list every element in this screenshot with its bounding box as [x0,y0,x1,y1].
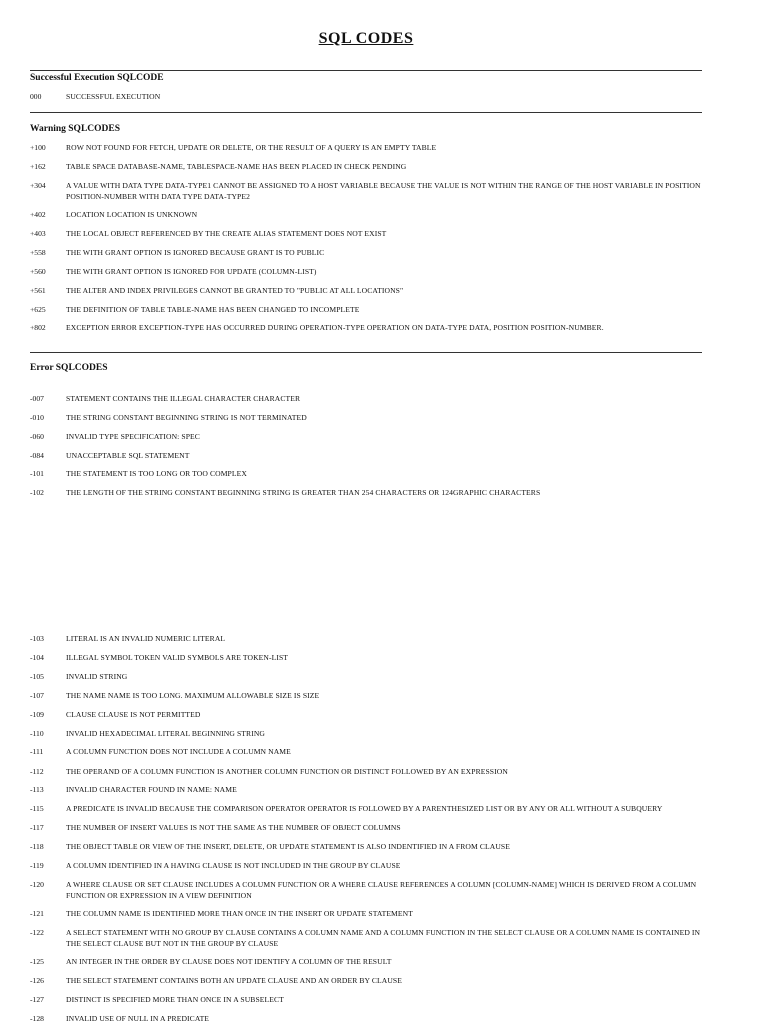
code-description: INVALID TYPE SPECIFICATION: SPEC [66,432,200,441]
sql-code: -105 [30,672,44,681]
code-description: THE NAME NAME IS TOO LONG. MAXIMUM ALLOWABLE SIZE IS SIZE [66,691,320,700]
code-description: STATEMENT CONTAINS THE ILLEGAL CHARACTER CHARACTER [66,394,301,403]
code-description: A COLUMN IDENTIFIED IN A HAVING CLAUSE IS NOT INCLUDED IN THE GROUP BY CLAUSE [66,861,401,870]
code-description: THE NUMBER OF INSERT VALUES IS NOT THE SAME AS THE NUMBER OF OBJECT COLUMNS [66,823,401,832]
sql-code: -128 [30,1014,44,1023]
sql-code: +403 [30,229,46,238]
sql-code: -122 [30,928,44,937]
code-description: ILLEGAL SYMBOL TOKEN VALID SYMBOLS ARE TOKEN-LIST [66,653,289,662]
code-description: THE COLUMN NAME IS IDENTIFIED MORE THAN ONCE IN THE INSERT OR UPDATE STATEMENT [66,909,413,918]
code-row [30,879,702,901]
sql-code: -127 [30,995,44,1004]
sql-code: -060 [30,432,44,441]
code-row [30,180,702,202]
sql-code: -120 [30,880,44,889]
code-description: INVALID STRING [66,672,128,681]
sql-code: -111 [30,747,44,756]
sql-code: -101 [30,469,44,478]
code-description: A SELECT STATEMENT WITH NO GROUP BY CLAUSE CONTAINS A COLUMN NAME AND A COLUMN FUNCTION IN THE SELECT CLAUSE OR A COLUMN NAME IS CONTAINED IN THE SELECT CLAUSE BUT NOT IN THE GROUP BY CLAUSE [66,928,701,948]
code-description: THE DEFINITION OF TABLE TABLE-NAME HAS BEEN CHANGED TO INCOMPLETE [66,305,360,314]
sql-code: -104 [30,653,44,662]
sql-code: +561 [30,286,46,295]
code-description: EXCEPTION ERROR EXCEPTION-TYPE HAS OCCURRED DURING OPERATION-TYPE OPERATION ON DATA-TYPE DATA, POSITION POSITION-NUMBER. [66,323,604,332]
section-divider [30,70,702,71]
sql-code: +558 [30,248,46,257]
sql-code: +304 [30,181,46,190]
sql-code: -010 [30,413,44,422]
code-description: THE LOCAL OBJECT REFERENCED BY THE CREATE ALIAS STATEMENT DOES NOT EXIST [66,229,387,238]
sql-code: -112 [30,767,44,776]
code-description: TABLE SPACE DATABASE-NAME, TABLESPACE-NAME HAS BEEN PLACED IN CHECK PENDING [66,162,407,171]
code-description: LOCATION LOCATION IS UNKNOWN [66,210,198,219]
section-divider [30,352,702,353]
section-heading-success: Successful Execution SQLCODE [30,73,164,83]
code-description: UNACCEPTABLE SQL STATEMENT [66,451,190,460]
sql-code: +402 [30,210,46,219]
sql-code: -115 [30,804,44,813]
code-description: LITERAL IS AN INVALID NUMERIC LITERAL [66,634,226,643]
section-divider [30,112,702,113]
sql-code: -007 [30,394,44,403]
sql-code: -113 [30,785,44,794]
code-row [30,927,702,949]
section-heading-error: Error SQLCODES [30,363,108,373]
sql-code: +100 [30,143,46,152]
page-title: SQL CODES [318,30,414,47]
code-description: INVALID USE OF NULL IN A PREDICATE [66,1014,210,1023]
sql-code: -103 [30,634,44,643]
sql-code: -119 [30,861,44,870]
sql-code: -125 [30,957,44,966]
code-description: THE SELECT STATEMENT CONTAINS BOTH AN UPDATE CLAUSE AND AN ORDER BY CLAUSE [66,976,402,985]
code-description: ROW NOT FOUND FOR FETCH, UPDATE OR DELETE, OR THE RESULT OF A QUERY IS AN EMPTY TABLE [66,143,437,152]
sql-code: -118 [30,842,44,851]
code-description: THE LENGTH OF THE STRING CONSTANT BEGINNING STRING IS GREATER THAN 254 CHARACTERS OR 124GRAPHIC CHARACTERS [66,488,541,497]
sql-code: -102 [30,488,44,497]
sql-code: 000 [30,92,42,101]
code-description: THE OPERAND OF A COLUMN FUNCTION IS ANOTHER COLUMN FUNCTION OR DISTINCT FOLLOWED BY AN EXPRESSION [66,767,508,776]
sql-code: -126 [30,976,44,985]
code-description: A PREDICATE IS INVALID BECAUSE THE COMPARISON OPERATOR OPERATOR IS FOLLOWED BY A PARENTHESIZED LIST OR BY ANY OR ALL WITHOUT A SUBQUERY [66,804,663,813]
code-description: THE WITH GRANT OPTION IS IGNORED FOR UPDATE (COLUMN-LIST) [66,267,317,276]
code-description: AN INTEGER IN THE ORDER BY CLAUSE DOES NOT IDENTIFY A COLUMN OF THE RESULT [66,957,392,966]
sql-code: +625 [30,305,46,314]
sql-code: -110 [30,729,44,738]
sql-code: -084 [30,451,44,460]
code-description: A WHERE CLAUSE OR SET CLAUSE INCLUDES A COLUMN FUNCTION OR A WHERE CLAUSE REFERENCES A COLUMN [COLUMN-NAME] WHICH IS DERIVED FROM A COLUMN FUNCTION OR EXPRESSION IN A VIEW DEFINITION [66,880,697,900]
code-description: DISTINCT IS SPECIFIED MORE THAN ONCE IN A SUBSELECT [66,995,284,1004]
code-description: A VALUE WITH DATA TYPE DATA-TYPE1 CANNOT BE ASSIGNED TO A HOST VARIABLE BECAUSE THE VALUE IS NOT WITHIN THE RANGE OF THE HOST VARIABLE IN POSITION POSITION-NUMBER WITH DATA TYPE DATA-TYPE2 [66,181,701,201]
sql-code: -109 [30,710,44,719]
code-description: A COLUMN FUNCTION DOES NOT INCLUDE A COLUMN NAME [66,747,291,756]
sql-code: +560 [30,267,46,276]
code-description: INVALID CHARACTER FOUND IN NAME: NAME [66,785,237,794]
sql-code: +162 [30,162,46,171]
sql-code: -117 [30,823,44,832]
sql-code: -121 [30,909,44,918]
code-description: THE WITH GRANT OPTION IS IGNORED BECAUSE GRANT IS TO PUBLIC [66,248,325,257]
code-description: INVALID HEXADECIMAL LITERAL BEGINNING STRING [66,729,265,738]
code-description: THE STRING CONSTANT BEGINNING STRING IS NOT TERMINATED [66,413,307,422]
code-description: SUCCESSFUL EXECUTION [66,92,161,101]
code-description: THE ALTER AND INDEX PRIVILEGES CANNOT BE GRANTED TO "PUBLIC AT ALL LOCATIONS" [66,286,404,295]
sql-code: +802 [30,323,46,332]
section-heading-warning: Warning SQLCODES [30,124,121,134]
code-description: THE STATEMENT IS TOO LONG OR TOO COMPLEX [66,469,247,478]
code-description: CLAUSE CLAUSE IS NOT PERMITTED [66,710,201,719]
sql-code: -107 [30,691,44,700]
code-description: THE OBJECT TABLE OR VIEW OF THE INSERT, DELETE, OR UPDATE STATEMENT IS ALSO INDENTIFIED IN A FROM CLAUSE [66,842,510,851]
